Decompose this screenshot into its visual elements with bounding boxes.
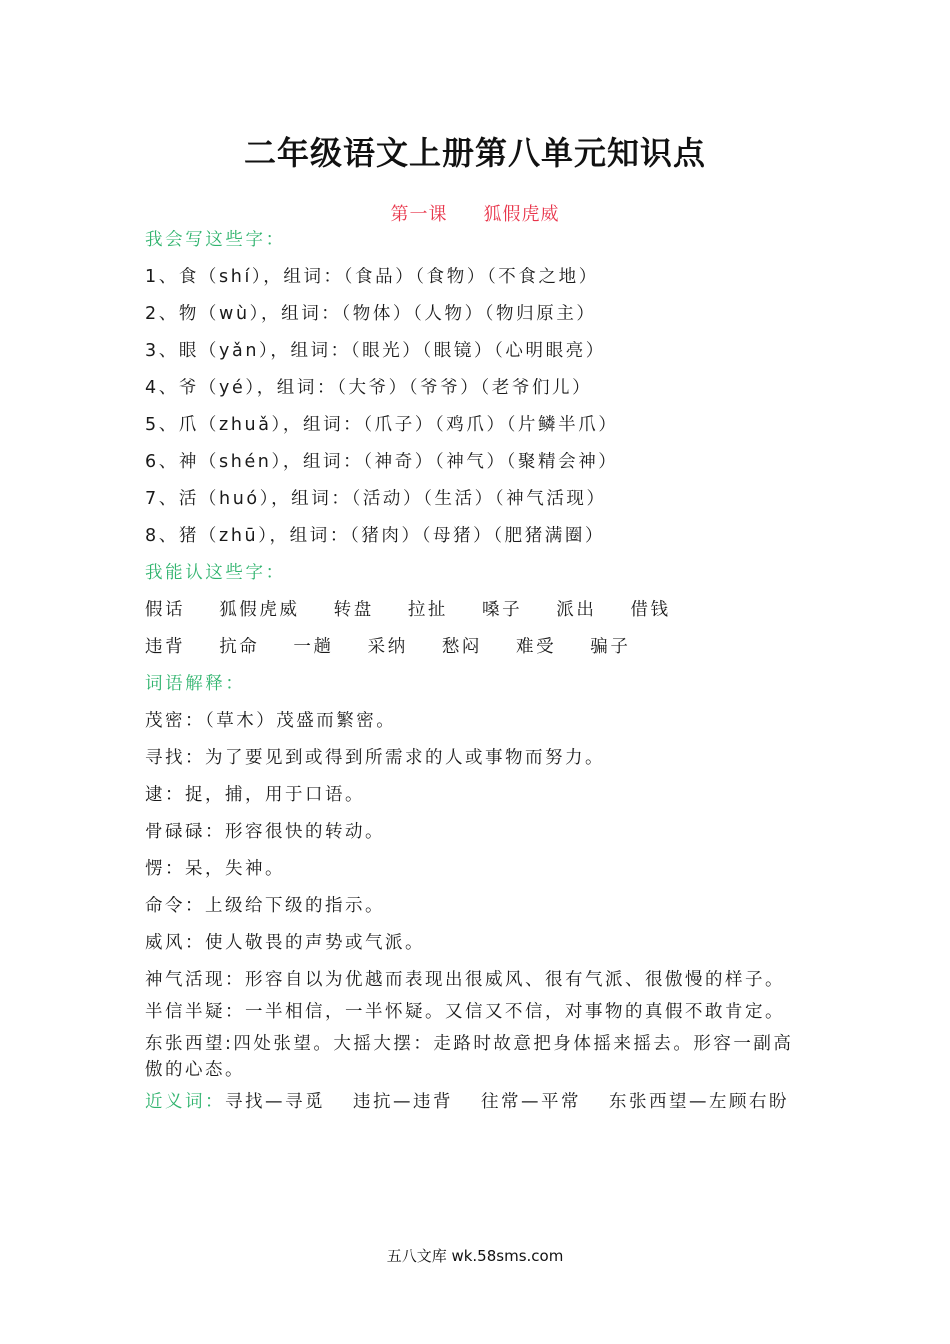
word: 一趟 [293, 637, 334, 657]
explain-item-1: 茂密：（草木）茂盛而繁密。 [145, 711, 397, 731]
word: 假话 [145, 600, 186, 620]
word: 借钱 [630, 600, 671, 620]
explain-item-9: 半信半疑：一半相信，一半怀疑。又信又不信，对事物的真假不敢肯定。 [145, 1002, 785, 1022]
recognize-heading: 我能认这些字： [145, 563, 286, 583]
word: 拉扯 [407, 600, 449, 620]
page-title: 二年级语文上册第八单元知识点 [243, 134, 706, 172]
synonyms [145, 1089, 810, 1115]
write-item-3: 3、眼（yǎn），组词：（眼光）（眼镜）（心明眼亮） [145, 341, 606, 361]
explain-item-4: 骨碌碌：形容很快的转动。 [145, 822, 385, 842]
write-item-7: 7、活（huó），组词：（活动）（生活）（神气活现） [145, 489, 607, 509]
word: 抗命 [219, 637, 260, 657]
explain-item-3: 逮：捉，捕，用于口语。 [145, 785, 365, 805]
word: 狐假虎威 [219, 600, 300, 620]
document-body [145, 222, 810, 1121]
explain-item-2: 寻找：为了要见到或得到所需求的人或事物而努力。 [145, 748, 605, 768]
word: 采纳 [367, 637, 408, 657]
write-item-8: 8、猪（zhū），组词：（猪肉）（母猪）（肥猪满圈） [145, 526, 606, 546]
write-item-1: 1、食（shí），组词：（食品）（食物）（不食之地） [145, 267, 599, 287]
word: 派出 [556, 600, 597, 620]
word: 嗓子 [482, 600, 523, 620]
word: 转盘 [333, 600, 374, 620]
footer-watermark: 五八文库 wk.58sms.com [386, 1247, 564, 1265]
word: 骗子 [590, 637, 631, 657]
write-item-2: 2、物（wù），组词：（物体）（人物）（物归原主） [145, 304, 597, 324]
synonym-pair: 往常—平常 [481, 1092, 581, 1112]
recognize-row-2 [145, 629, 810, 666]
synonym-pair: 寻找—寻觅 [225, 1092, 325, 1112]
lesson-number: 第一课 [390, 204, 448, 225]
synonym-pair: 东张西望—左顾右盼 [609, 1092, 789, 1112]
lesson-name: 狐假虎威 [483, 204, 560, 225]
word: 愁闷 [441, 637, 483, 657]
explain-heading: 词语解释： [145, 674, 246, 694]
explain-item-10: 东张西望:四处张望。大摇大摆：走路时故意把身体摇来摇去。形容一副高傲的心态。 [145, 1034, 794, 1080]
recognize-row-1 [145, 592, 810, 629]
synonyms-label: 近义词： [145, 1092, 225, 1112]
write-item-5: 5、爪（zhuǎ），组词：（爪子）（鸡爪）（片鳞半爪） [145, 415, 619, 435]
write-heading: 我会写这些字： [145, 230, 286, 250]
synonym-pair: 违抗—违背 [353, 1092, 453, 1112]
write-item-4: 4、爷（yé），组词：（大爷）（爷爷）（老爷们儿） [145, 378, 593, 398]
explain-item-8: 神气活现：形容自以为优越而表现出很威风、很有气派、很傲慢的样子。 [145, 970, 785, 990]
explain-item-6: 命令：上级给下级的指示。 [145, 896, 385, 916]
explain-item-7: 威风：使人敬畏的声势或气派。 [145, 933, 425, 953]
word: 难受 [516, 637, 557, 657]
word: 违背 [145, 637, 186, 657]
explain-item-5: 愣：呆，失神。 [145, 859, 285, 879]
write-item-6: 6、神（shén），组词：（神奇）（神气）（聚精会神） [145, 452, 619, 472]
